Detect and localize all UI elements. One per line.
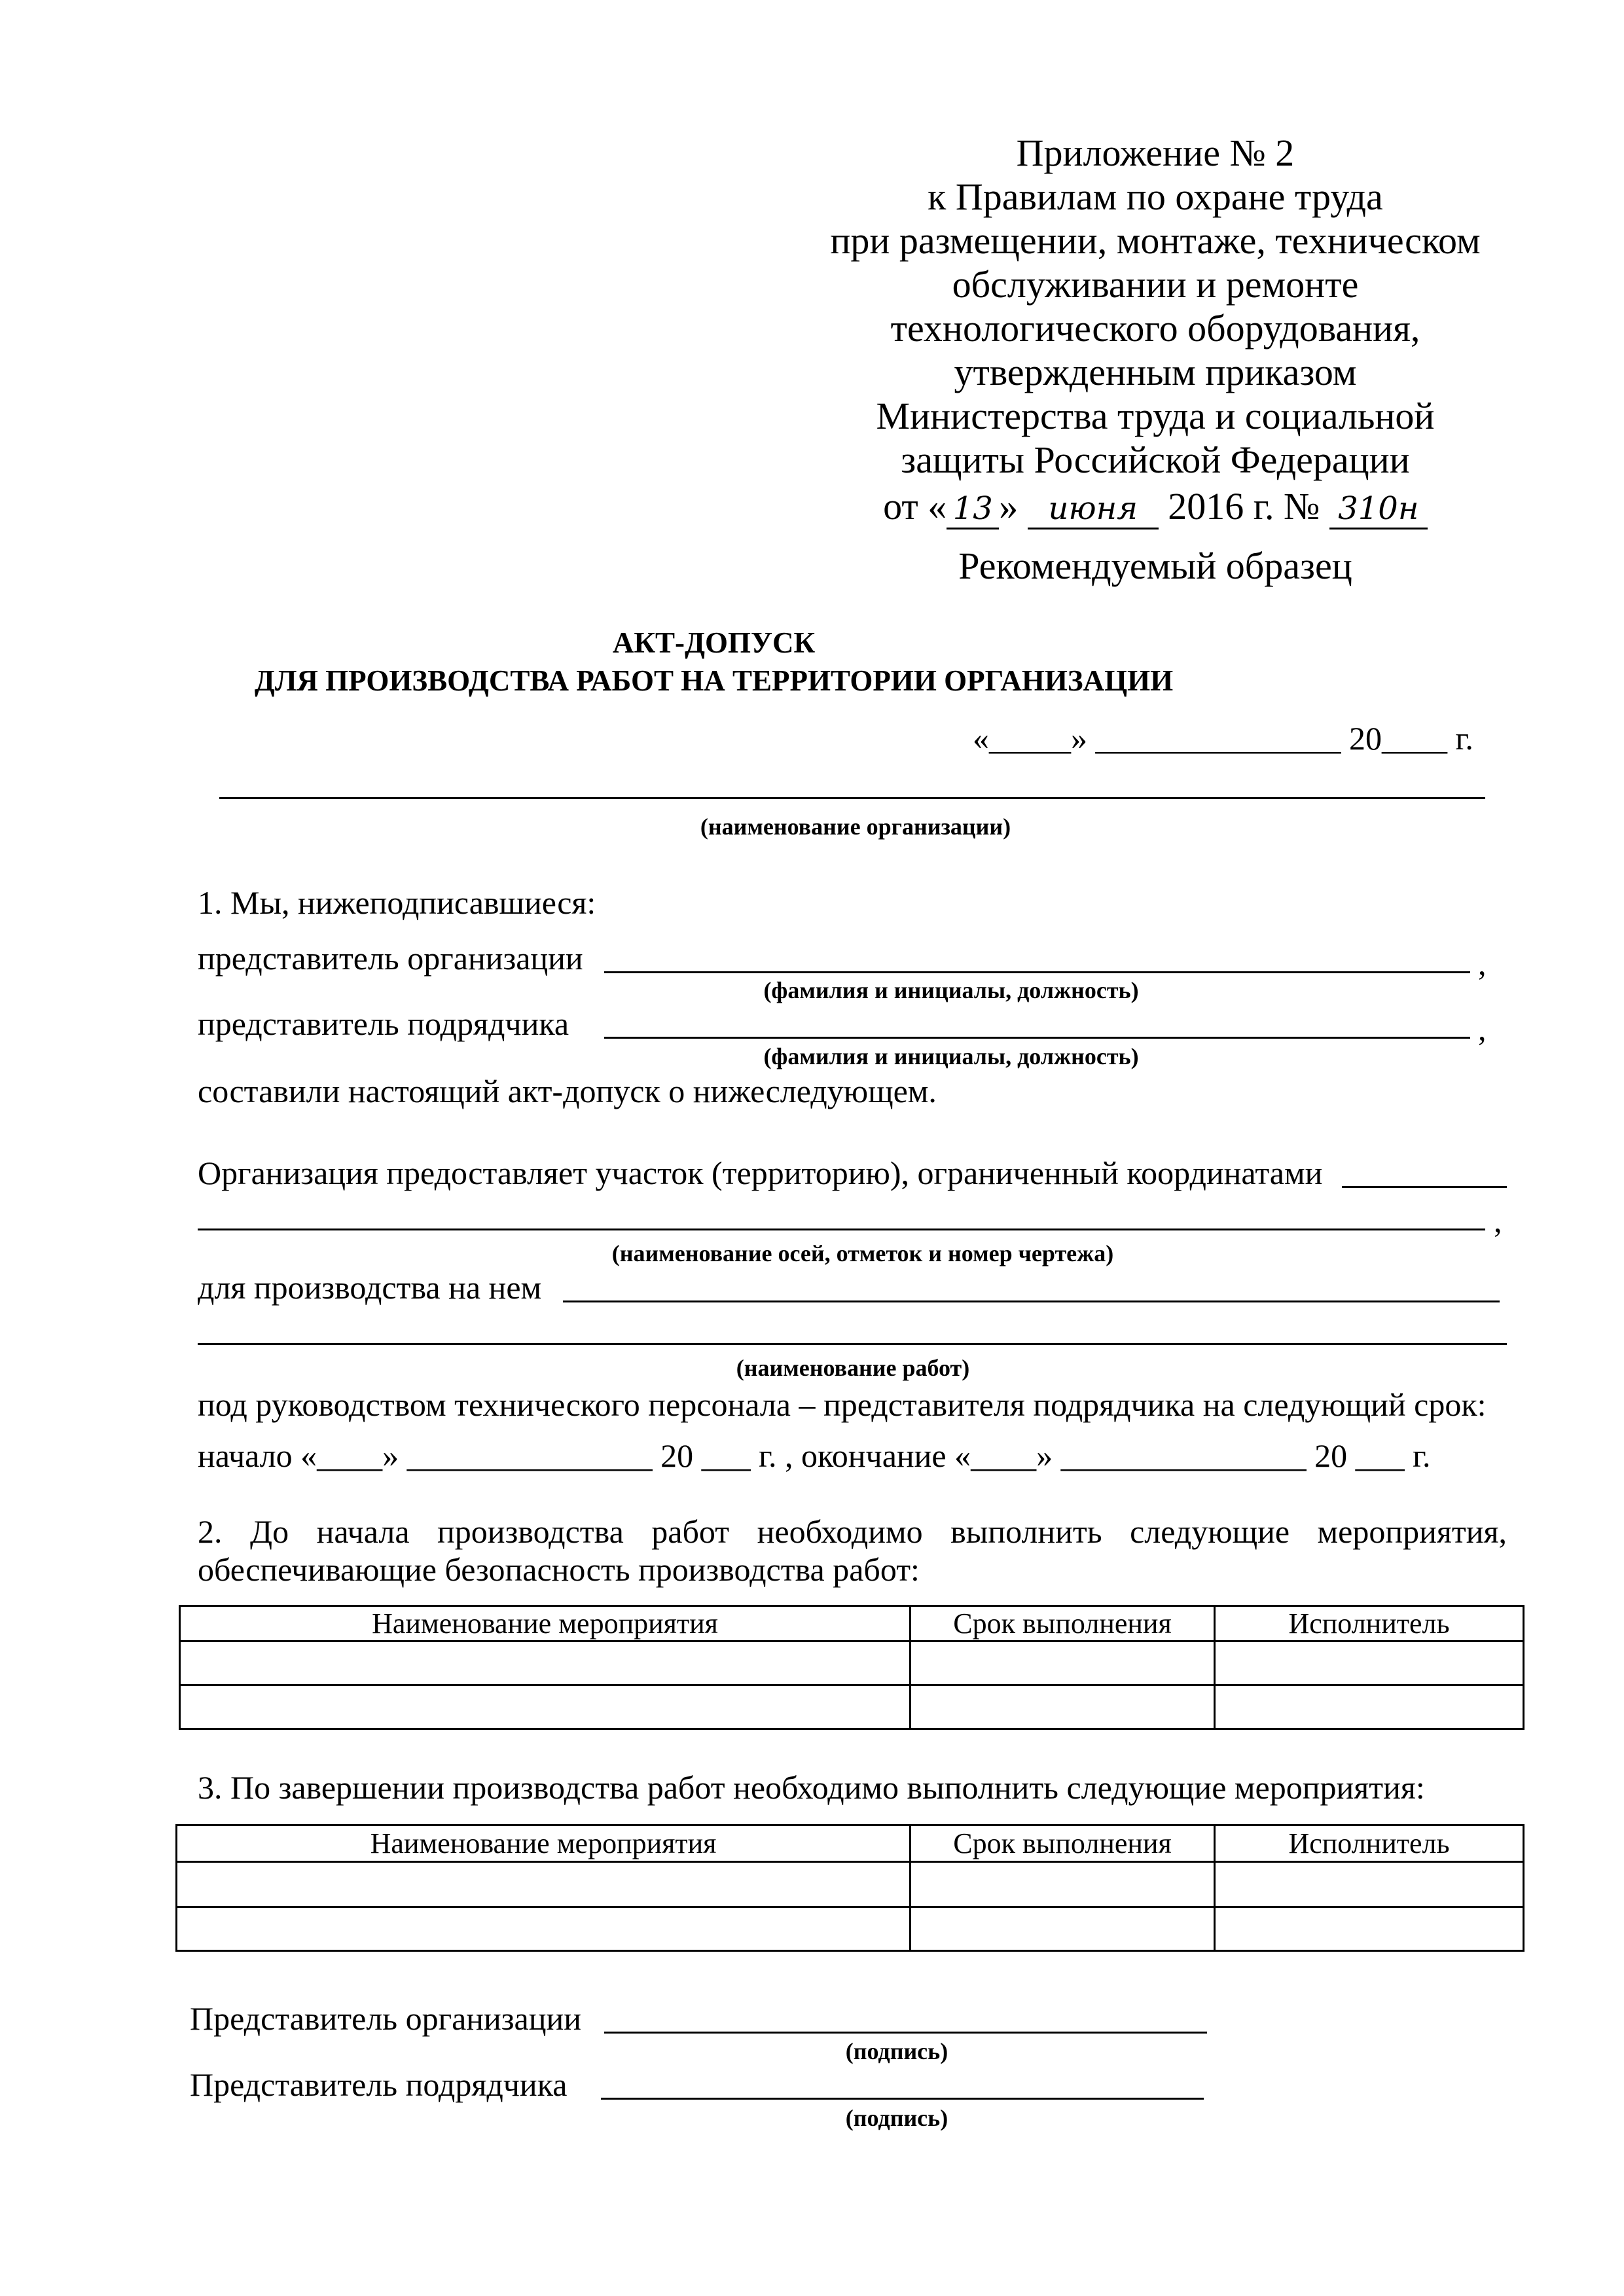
section3-text: 3. По завершении производства работ необходимо выполнить следующие мероприятия:: [198, 1769, 1425, 1806]
handwritten-month: июня: [1028, 490, 1159, 529]
caption-sign1: (подпись): [845, 2038, 948, 2064]
caption-org-name: (наименование организации): [700, 814, 1011, 840]
caption-fio2: (фамилия и инициалы, должность): [763, 1043, 1139, 1069]
recommended-sample: Рекомендуемый образец: [958, 545, 1352, 587]
measures-after-table: [175, 1824, 1525, 1952]
header-line: Министерства труда и социальной: [876, 395, 1435, 437]
for-production-label: для производства на нем: [198, 1269, 542, 1306]
section2-line2: обеспечивающие безопасность производства работ:: [198, 1551, 920, 1588]
document-subtitle: ДЛЯ ПРОИЗВОДСТВА РАБОТ НА ТЕРРИТОРИИ ОРГАНИЗАЦИИ: [254, 664, 1174, 697]
caption-sign2: (подпись): [845, 2105, 948, 2131]
handwritten-order-number: 310н: [1329, 490, 1428, 529]
org-name-line: [219, 797, 1485, 799]
header-line: к Правилам по охране труда: [928, 175, 1383, 218]
col-header-deadline: Срок выполнения: [911, 1606, 1215, 1641]
provides-text: Организация предоставляет участок (территорию), ограниченный координатами: [198, 1155, 1323, 1191]
contr-rep-line: [604, 1037, 1470, 1039]
col-header-measure: Наименование мероприятия: [180, 1606, 911, 1641]
sign-contr-line: [601, 2098, 1204, 2100]
header-line: утвержденным приказом: [954, 351, 1357, 393]
org-rep-line: [604, 971, 1470, 973]
measures-before-table: [179, 1605, 1525, 1730]
section2-line1: 2. До начала производства работ необходимо выполнить следующие мероприятия,: [198, 1513, 1507, 1550]
comma: ,: [1478, 1011, 1487, 1047]
supervision-text: под руководством технического персонала – представителя подрядчика на следующий срок:: [198, 1386, 1487, 1423]
act-date-field: «_____» _______________ 20____ г.: [973, 720, 1473, 757]
caption-fio1: (фамилия и инициалы, должность): [763, 977, 1139, 1003]
cell[interactable]: [911, 1641, 1215, 1685]
table-row: [177, 1907, 1524, 1951]
sign-contr-label: Представитель подрядчика: [190, 2066, 568, 2103]
cell[interactable]: [911, 1907, 1215, 1951]
table-row: [177, 1862, 1524, 1907]
header-line: обслуживании и ремонте: [952, 263, 1359, 306]
col-header-deadline: Срок выполнения: [911, 1825, 1215, 1862]
cell[interactable]: [177, 1862, 911, 1907]
col-header-measure: Наименование мероприятия: [177, 1825, 911, 1862]
document-title: АКТ-ДОПУСК: [612, 626, 816, 659]
date-prefix: от «: [883, 485, 947, 528]
caption-axes: (наименование осей, отметок и номер чертежа): [611, 1240, 1114, 1266]
header-line: защиты Российской Федерации: [901, 439, 1410, 481]
col-header-executor: Исполнитель: [1215, 1825, 1524, 1862]
comma: ,: [1494, 1202, 1502, 1239]
compiled-text: составили настоящий акт-допуск о нижеследующем.: [198, 1073, 937, 1109]
date-year: 2016 г. №: [1168, 485, 1320, 528]
works-line: [563, 1300, 1500, 1302]
sign-org-label: Представитель организации: [190, 2000, 582, 2037]
term-line: начало «____» _______________ 20 ___ г. , окончание «____» _______________ 20 ___ г.: [198, 1437, 1431, 1474]
cell[interactable]: [180, 1685, 911, 1729]
coordinates-line: [1342, 1186, 1507, 1188]
cell[interactable]: [911, 1685, 1215, 1729]
cell[interactable]: [911, 1862, 1215, 1907]
order-date-line: [763, 485, 1548, 529]
coordinates-line-2: [198, 1229, 1485, 1230]
cell[interactable]: [177, 1907, 911, 1951]
header-line: технологического оборудования,: [890, 307, 1420, 350]
cell[interactable]: [180, 1641, 911, 1685]
cell[interactable]: [1215, 1862, 1524, 1907]
cell[interactable]: [1215, 1685, 1524, 1729]
header-line: при размещении, монтаже, техническом: [830, 219, 1481, 262]
section1-intro: 1. Мы, нижеподписавшиеся:: [198, 884, 596, 921]
caption-works: (наименование работ): [736, 1355, 970, 1381]
sign-org-line: [604, 2032, 1207, 2034]
contr-rep-label: представитель подрядчика: [198, 1005, 569, 1042]
col-header-executor: Исполнитель: [1215, 1606, 1524, 1641]
org-rep-label: представитель организации: [198, 940, 583, 977]
cell[interactable]: [1215, 1907, 1524, 1951]
comma: ,: [1478, 945, 1487, 982]
table-row: [180, 1685, 1524, 1729]
date-mid: »: [999, 485, 1019, 528]
handwritten-day: 13: [947, 490, 999, 529]
cell[interactable]: [1215, 1641, 1524, 1685]
table-row: [180, 1641, 1524, 1685]
works-line-2: [198, 1343, 1507, 1345]
header-line: Приложение № 2: [1016, 132, 1295, 174]
